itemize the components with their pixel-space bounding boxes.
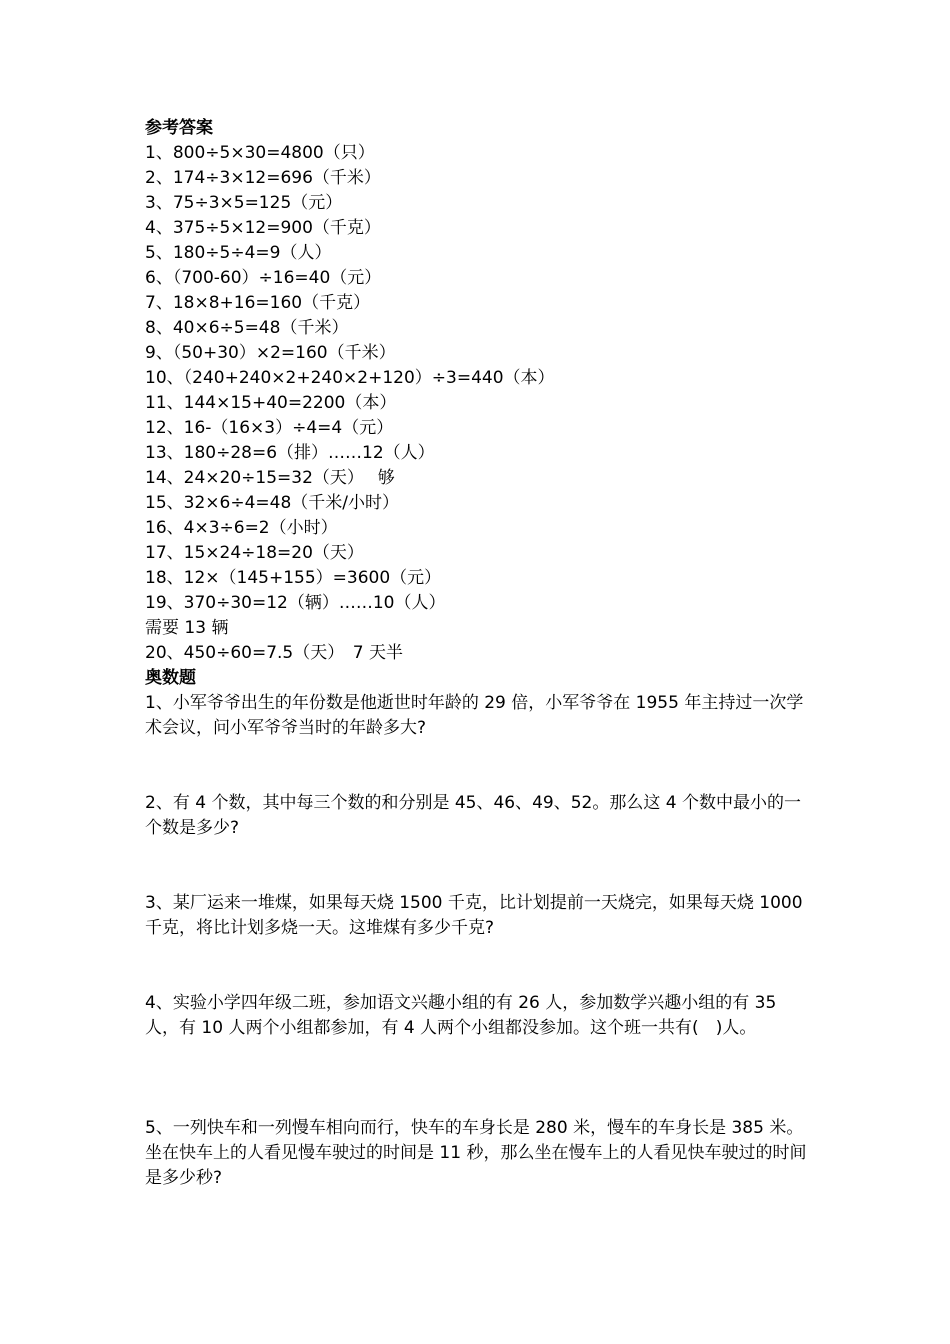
answer-line: 4、375÷5×12=900（千克） <box>145 218 381 238</box>
problem-item: 4、实验小学四年级二班，参加语文兴趣小组的有 26 人，参加数学兴趣小组的有 35 人，有 10 人两个小组都参加，有 4 人两个小组都没参加。这个班一共有( )人。 <box>145 993 777 1038</box>
answer-line: 15、32×6÷4=48（千米/小时） <box>145 493 399 513</box>
answer-line: 12、16-（16×3）÷4=4（元） <box>145 418 394 438</box>
answer-line: 19、370÷30=12（辆）……10（人） <box>145 593 446 613</box>
answer-line: 5、180÷5÷4=9（人） <box>145 243 332 263</box>
problem-item: 1、小军爷爷出生的年份数是他逝世时年龄的 29 倍，小军爷爷在 1955 年主持过一次学术会议，问小军爷爷当时的年龄多大? <box>145 693 804 738</box>
answer-line: 14、24×20÷15=32（天） 够 <box>145 468 395 488</box>
answer-line: 2、174÷3×12=696（千米） <box>145 168 381 188</box>
problem-item: 3、某厂运来一堆煤，如果每天烧 1500 千克，比计划提前一天烧完，如果每天烧 1000 千克，将比计划多烧一天。这堆煤有多少千克? <box>145 893 803 938</box>
answer-list <box>145 141 815 666</box>
answer-line: 13、180÷28=6（排）……12（人） <box>145 443 435 463</box>
answer-line: 10、（240+240×2+240×2+120）÷3=440（本） <box>145 368 555 388</box>
answer-line: 16、4×3÷6=2（小时） <box>145 518 338 538</box>
problem-item: 2、有 4 个数，其中每三个数的和分别是 45、46、49、52。那么这 4 个数中最小的一个数是多少? <box>145 793 801 838</box>
answers-heading: 参考答案 <box>145 118 213 138</box>
answer-line: 1、800÷5×30=4800（只） <box>145 143 375 163</box>
answer-line: 8、40×6÷5=48（千米） <box>145 318 349 338</box>
answer-line: 20、450÷60=7.5（天） 7 天半 <box>145 643 403 663</box>
answer-line: 3、75÷3×5=125（元） <box>145 193 343 213</box>
answer-line: 7、18×8+16=160（千克） <box>145 293 371 313</box>
olympiad-heading: 奥数题 <box>145 668 196 688</box>
answer-line: 6、（700-60）÷16=40（元） <box>145 268 382 288</box>
problem-item: 5、一列快车和一列慢车相向而行，快车的车身长是 280 米，慢车的车身长是 385 米。坐在快车上的人看见慢车驶过的时间是 11 秒，那么坐在慢车上的人看见快车驶过的时间是多少秒? <box>145 1118 807 1188</box>
answer-line: 17、15×24÷18=20（天） <box>145 543 364 563</box>
answer-line: 9、（50+30）×2=160（千米） <box>145 343 396 363</box>
answer-line: 11、144×15+40=2200（本） <box>145 393 397 413</box>
document-page <box>145 116 815 1191</box>
problem-list <box>145 691 815 1191</box>
answer-line: 18、12×（145+155）=3600（元） <box>145 568 442 588</box>
answer-line: 需要 13 辆 <box>145 618 229 638</box>
